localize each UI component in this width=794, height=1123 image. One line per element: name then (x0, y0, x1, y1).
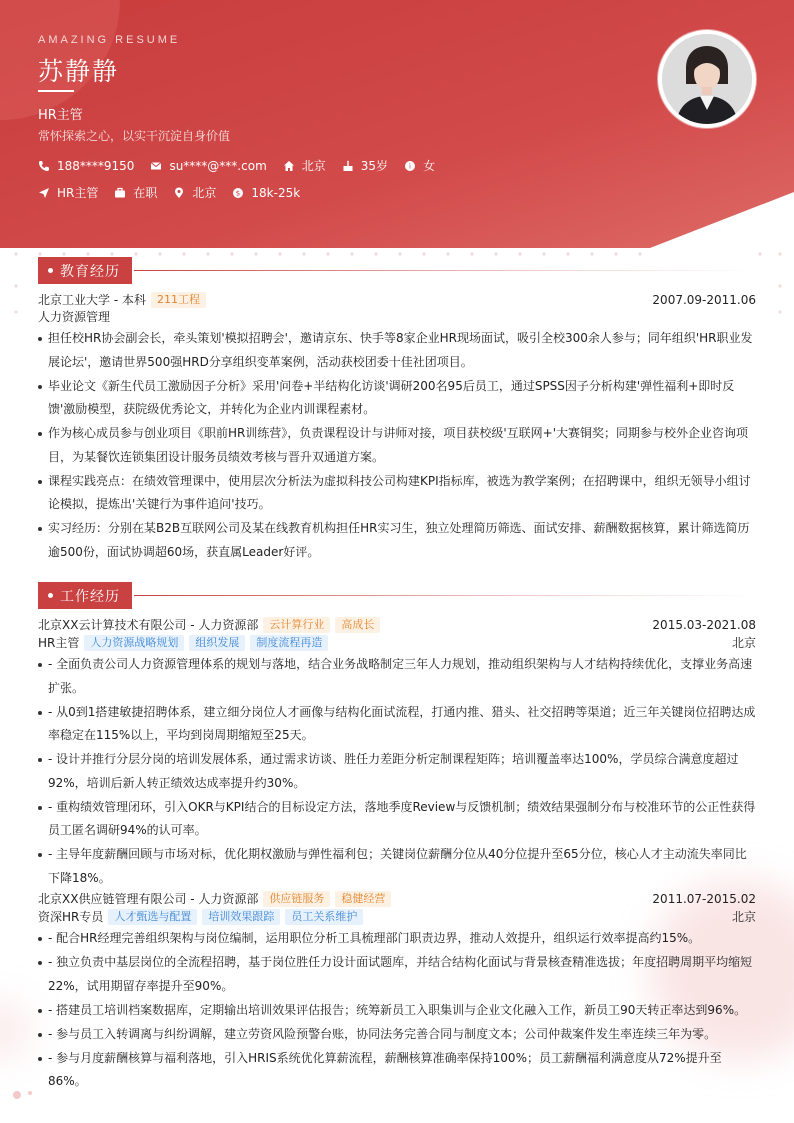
list-item: - 配合HR经理完善组织架构与岗位编制，运用职位分析工具梳理部门职责边界，推动人效提升，组织运行效率提高约15%。 (38, 927, 756, 951)
section-title: 工作经历 (60, 588, 120, 605)
company-tag: 供应链服务 (263, 891, 330, 907)
list-item: - 独立负责中基层岗位的全流程招聘，基于岗位胜任力设计面试题库，并结合结构化面试与背景核查精准选拔；年度招聘周期平均缩短22%，试用期留存率提升至90%。 (38, 951, 756, 998)
salary-icon (232, 187, 244, 199)
send-icon (38, 187, 50, 199)
corner-dots-decoration (10, 1088, 40, 1102)
work-section (38, 582, 756, 1094)
list-item: - 重构绩效管理闭环，引入OKR与KPI结合的目标设定方法，落地季度Review与反馈机制；绩效结果强制分布与校准环节的公正性获得员工匿名调研94%的认可率。 (38, 796, 756, 843)
age-item (342, 157, 388, 174)
list-item: - 参与月度薪酬核算与福利落地，引入HRIS系统优化算薪流程，薪酬核算准确率保持100%；员工薪酬福利满意度从72%提升至86%。 (38, 1047, 756, 1094)
job-city: 北京 (731, 910, 756, 924)
home-text: 北京 (301, 159, 326, 173)
gender-icon (404, 160, 416, 172)
role-tag: 人力资源战略规划 (84, 635, 184, 651)
bullet-dot (48, 268, 53, 273)
phone-text: 188****9150 (57, 158, 135, 173)
company-name: 北京XX云计算技术有限公司 - 人力资源部 (38, 618, 259, 632)
section-title: 教育经历 (60, 263, 120, 280)
bullet-dot (48, 593, 53, 598)
phone-icon (38, 160, 50, 172)
education-section (38, 257, 756, 565)
salary-item (232, 186, 300, 200)
company-name: 北京XX供应链管理有限公司 - 人力资源部 (38, 892, 259, 906)
gender-text: 女 (423, 159, 436, 173)
education-entry-header (38, 292, 756, 308)
company-tag: 高成长 (335, 617, 380, 633)
role-tag: 培训效果跟踪 (202, 909, 280, 925)
company-tag: 云计算行业 (263, 617, 330, 633)
name-underline (38, 90, 74, 92)
list-item: - 搭建员工培训档案数据库，定期输出培训效果评估报告；统筹新员工入职集训与企业文化融入工作，新员工90天转正率达到96%。 (38, 999, 756, 1023)
section-title-tag (38, 582, 132, 609)
job-period: 2011.07-2015.02 (652, 892, 756, 906)
phone-item (38, 159, 134, 173)
motto: 常怀探索之心，以实干沉淀自身价值 (38, 129, 231, 143)
job-bullets (38, 653, 756, 890)
mail-icon (150, 160, 162, 172)
section-divider (134, 595, 754, 596)
list-item: 担任校HR协会副会长，牵头策划'模拟招聘会'，邀请京东、快手等8家企业HR现场面试，吸引全校300余人参与；同年组织'HR职业发展论坛'，邀请世界500强HRD分享组织变革案例，活动获校团委十佳社团项目。 (38, 327, 756, 374)
job-header (38, 617, 756, 633)
company-tag: 稳健经营 (335, 891, 391, 907)
age-text: 35岁 (360, 159, 389, 173)
status-item (114, 184, 157, 201)
job-city: 北京 (731, 636, 756, 650)
intent-position-text: HR主管 (57, 186, 99, 200)
salary-text: 18k-25k (251, 185, 301, 200)
home-icon (283, 160, 295, 172)
major: 人力资源管理 (38, 310, 111, 324)
decorative-blob (0, 1000, 30, 1060)
job-role: 资深HR专员 (38, 910, 104, 924)
list-item: - 参与员工入转调离与纠纷调解，建立劳资风险预警台账，协同法务完善合同与制度文本；公司仲裁案件发生率连续三年为零。 (38, 1023, 756, 1047)
education-bullets (38, 327, 756, 564)
section-heading (38, 257, 756, 284)
section-heading (38, 582, 756, 609)
contact-row (38, 157, 451, 174)
education-period: 2007.09-2011.06 (652, 293, 756, 307)
intent-city-text: 北京 (192, 186, 217, 200)
section-title-tag (38, 257, 132, 284)
svg-text:i: i (409, 162, 412, 171)
school-tag: 211工程 (151, 292, 206, 308)
home-item (283, 157, 326, 174)
job-intent-row (38, 184, 316, 201)
job-role-row (38, 909, 756, 925)
avatar-photo (662, 34, 752, 124)
avatar (658, 30, 756, 128)
brand-label: AMAZING RESUME (38, 34, 181, 46)
briefcase-icon (114, 187, 126, 199)
email-text: su****@***.com (169, 158, 267, 173)
role-tag: 组织发展 (189, 635, 245, 651)
job-bullets (38, 927, 756, 1094)
list-item: 课程实践亮点：在绩效管理课中，使用层次分析法为虚拟科技公司构建KPI指标库，被选为教学案例；在招聘课中，组织无领导小组讨论模拟，提炼出'关键行为事件追问'技巧。 (38, 470, 756, 517)
list-item: 毕业论文《新生代员工激励因子分析》采用'问卷+半结构化访谈'调研200名95后员工，通过SPSS因子分析构建'弹性福利+即时反馈'激励模型，获院级优秀论文，并转化为企业内训课程素材。 (38, 375, 756, 422)
intent-position-item (38, 184, 98, 201)
gender-item (404, 157, 435, 174)
role-tag: 人才甄选与配置 (108, 909, 197, 925)
role-tag: 员工关系维护 (285, 909, 363, 925)
job-role: HR主管 (38, 636, 80, 650)
cake-icon (342, 160, 354, 172)
job-role-row (38, 635, 756, 651)
list-item: 作为核心成员参与创业项目《职前HR训练营》，负责课程设计与讲师对接，项目获校级'互联网+'大赛铜奖；同期参与校外企业咨询项目，为某餐饮连锁集团设计服务员绩效考核与晋升双通道方案。 (38, 422, 756, 469)
intent-city-item (173, 184, 216, 201)
list-item: - 从0到1搭建敏捷招聘体系，建立细分岗位人才画像与结构化面试流程，打通内推、猎头、社交招聘等渠道；近三年关键岗位招聘达成率稳定在115%以上，平均到岗周期缩短至25天。 (38, 701, 756, 748)
job-title: HR主管 (38, 108, 83, 123)
section-divider (134, 270, 754, 271)
svg-text:$: $ (236, 189, 241, 198)
role-tag: 制度流程再造 (250, 635, 328, 651)
location-pin-icon (173, 187, 185, 199)
job-header (38, 891, 756, 907)
school-name: 北京工业大学 - 本科 (38, 293, 146, 307)
job-period: 2015.03-2021.08 (652, 618, 756, 632)
status-text: 在职 (133, 186, 158, 200)
list-item: - 主导年度薪酬回顾与市场对标，优化期权激励与弹性福利包；关键岗位薪酬分位从40分位提升至65分位，核心人才主动流失率同比下降18%。 (38, 843, 756, 890)
list-item: 实习经历：分别在某B2B互联网公司及某在线教育机构担任HR实习生，独立处理简历筛选、面试安排、薪酬数据核算，累计筛选简历逾500份，面试协调超60场，获直属Leader好评。 (38, 517, 756, 564)
resume-header (0, 0, 794, 248)
list-item: - 设计并推行分层分岗的培训发展体系，通过需求访谈、胜任力差距分析定制课程矩阵；培训覆盖率达100%，学员综合满意度超过92%，培训后新人转正绩效达成率提升约30%。 (38, 748, 756, 795)
list-item: - 全面负责公司人力资源管理体系的规划与落地，结合业务战略制定三年人力规划，推动组织架构与人才结构持续优化，支撑业务高速扩张。 (38, 653, 756, 700)
email-item (150, 159, 266, 173)
candidate-name: 苏静静 (38, 57, 120, 86)
